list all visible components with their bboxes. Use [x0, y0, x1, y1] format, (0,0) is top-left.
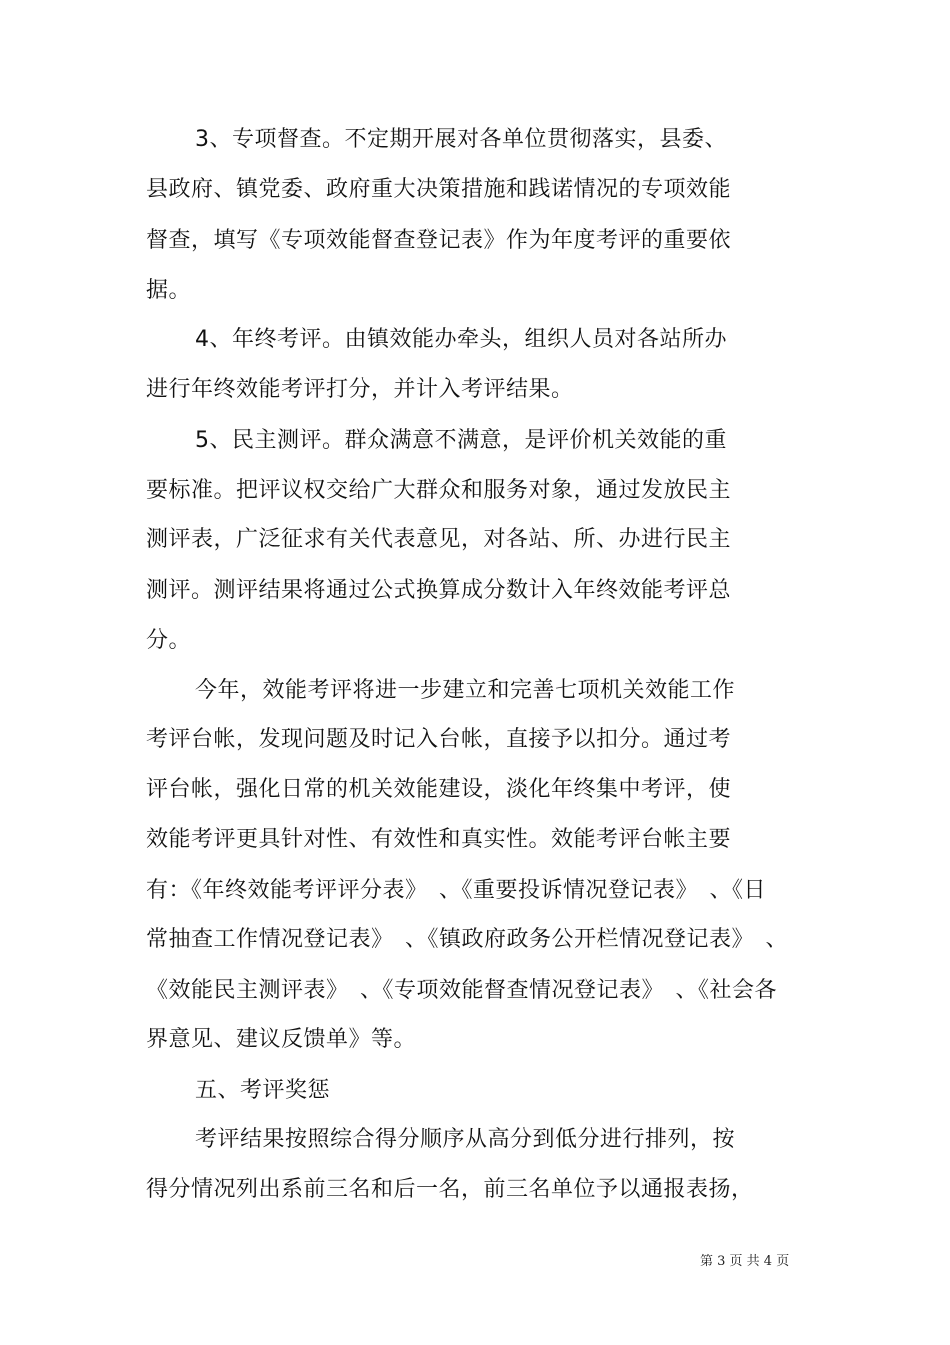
page-number: 第 3 页 共 4 页 [700, 1254, 790, 1269]
paragraph-line: 常抽查工作情况登记表》 、《镇政府政务公开栏情况登记表》 、 [146, 927, 789, 952]
paragraph-line: 得分情况列出系前三名和后一名，前三名单位予以通报表扬， [146, 1177, 754, 1202]
section-heading: 五、考评奖惩 [195, 1078, 331, 1103]
paragraph-line: 督查，填写《专项效能督查登记表》作为年度考评的重要依 [146, 228, 732, 253]
paragraph-line: 5、民主测评。群众满意不满意，是评价机关效能的重 [195, 428, 727, 453]
paragraph-line: 考评台帐，发现问题及时记入台帐，直接予以扣分。通过考 [146, 727, 732, 752]
paragraph-line: 进行年终效能考评打分，并计入考评结果。 [146, 377, 574, 402]
paragraph-line: 有：《年终效能考评评分表》 、《重要投诉情况登记表》 、《日 [146, 878, 767, 903]
paragraph-line: 县政府、镇党委、政府重大决策措施和践诺情况的专项效能 [146, 177, 732, 202]
paragraph-line: 《效能民主测评表》 、《专项效能督查情况登记表》 、《社会各 [146, 978, 778, 1003]
paragraph-line: 要标准。把评议权交给广大群众和服务对象，通过发放民主 [146, 478, 732, 503]
paragraph-line: 考评结果按照综合得分顺序从高分到低分进行排列，按 [195, 1127, 736, 1152]
paragraph-line: 评台帐，强化日常的机关效能建设，淡化年终集中考评，使 [146, 777, 732, 802]
paragraph-line: 分。 [146, 628, 192, 653]
paragraph-line: 测评表，广泛征求有关代表意见，对各站、所、办进行民主 [146, 527, 732, 552]
paragraph-line: 测评。测评结果将通过公式换算成分数计入年终效能考评总 [146, 578, 732, 603]
paragraph-line: 今年，效能考评将进一步建立和完善七项机关效能工作 [195, 678, 736, 703]
paragraph-line: 4、年终考评。由镇效能办牵头，组织人员对各站所办 [195, 327, 727, 352]
paragraph-line: 效能考评更具针对性、有效性和真实性。效能考评台帐主要 [146, 827, 732, 852]
paragraph-line: 3、专项督查。不定期开展对各单位贯彻落实，县委、 [195, 127, 727, 152]
paragraph-line: 界意见、建议反馈单》等。 [146, 1027, 417, 1052]
paragraph-line: 据。 [146, 278, 192, 303]
